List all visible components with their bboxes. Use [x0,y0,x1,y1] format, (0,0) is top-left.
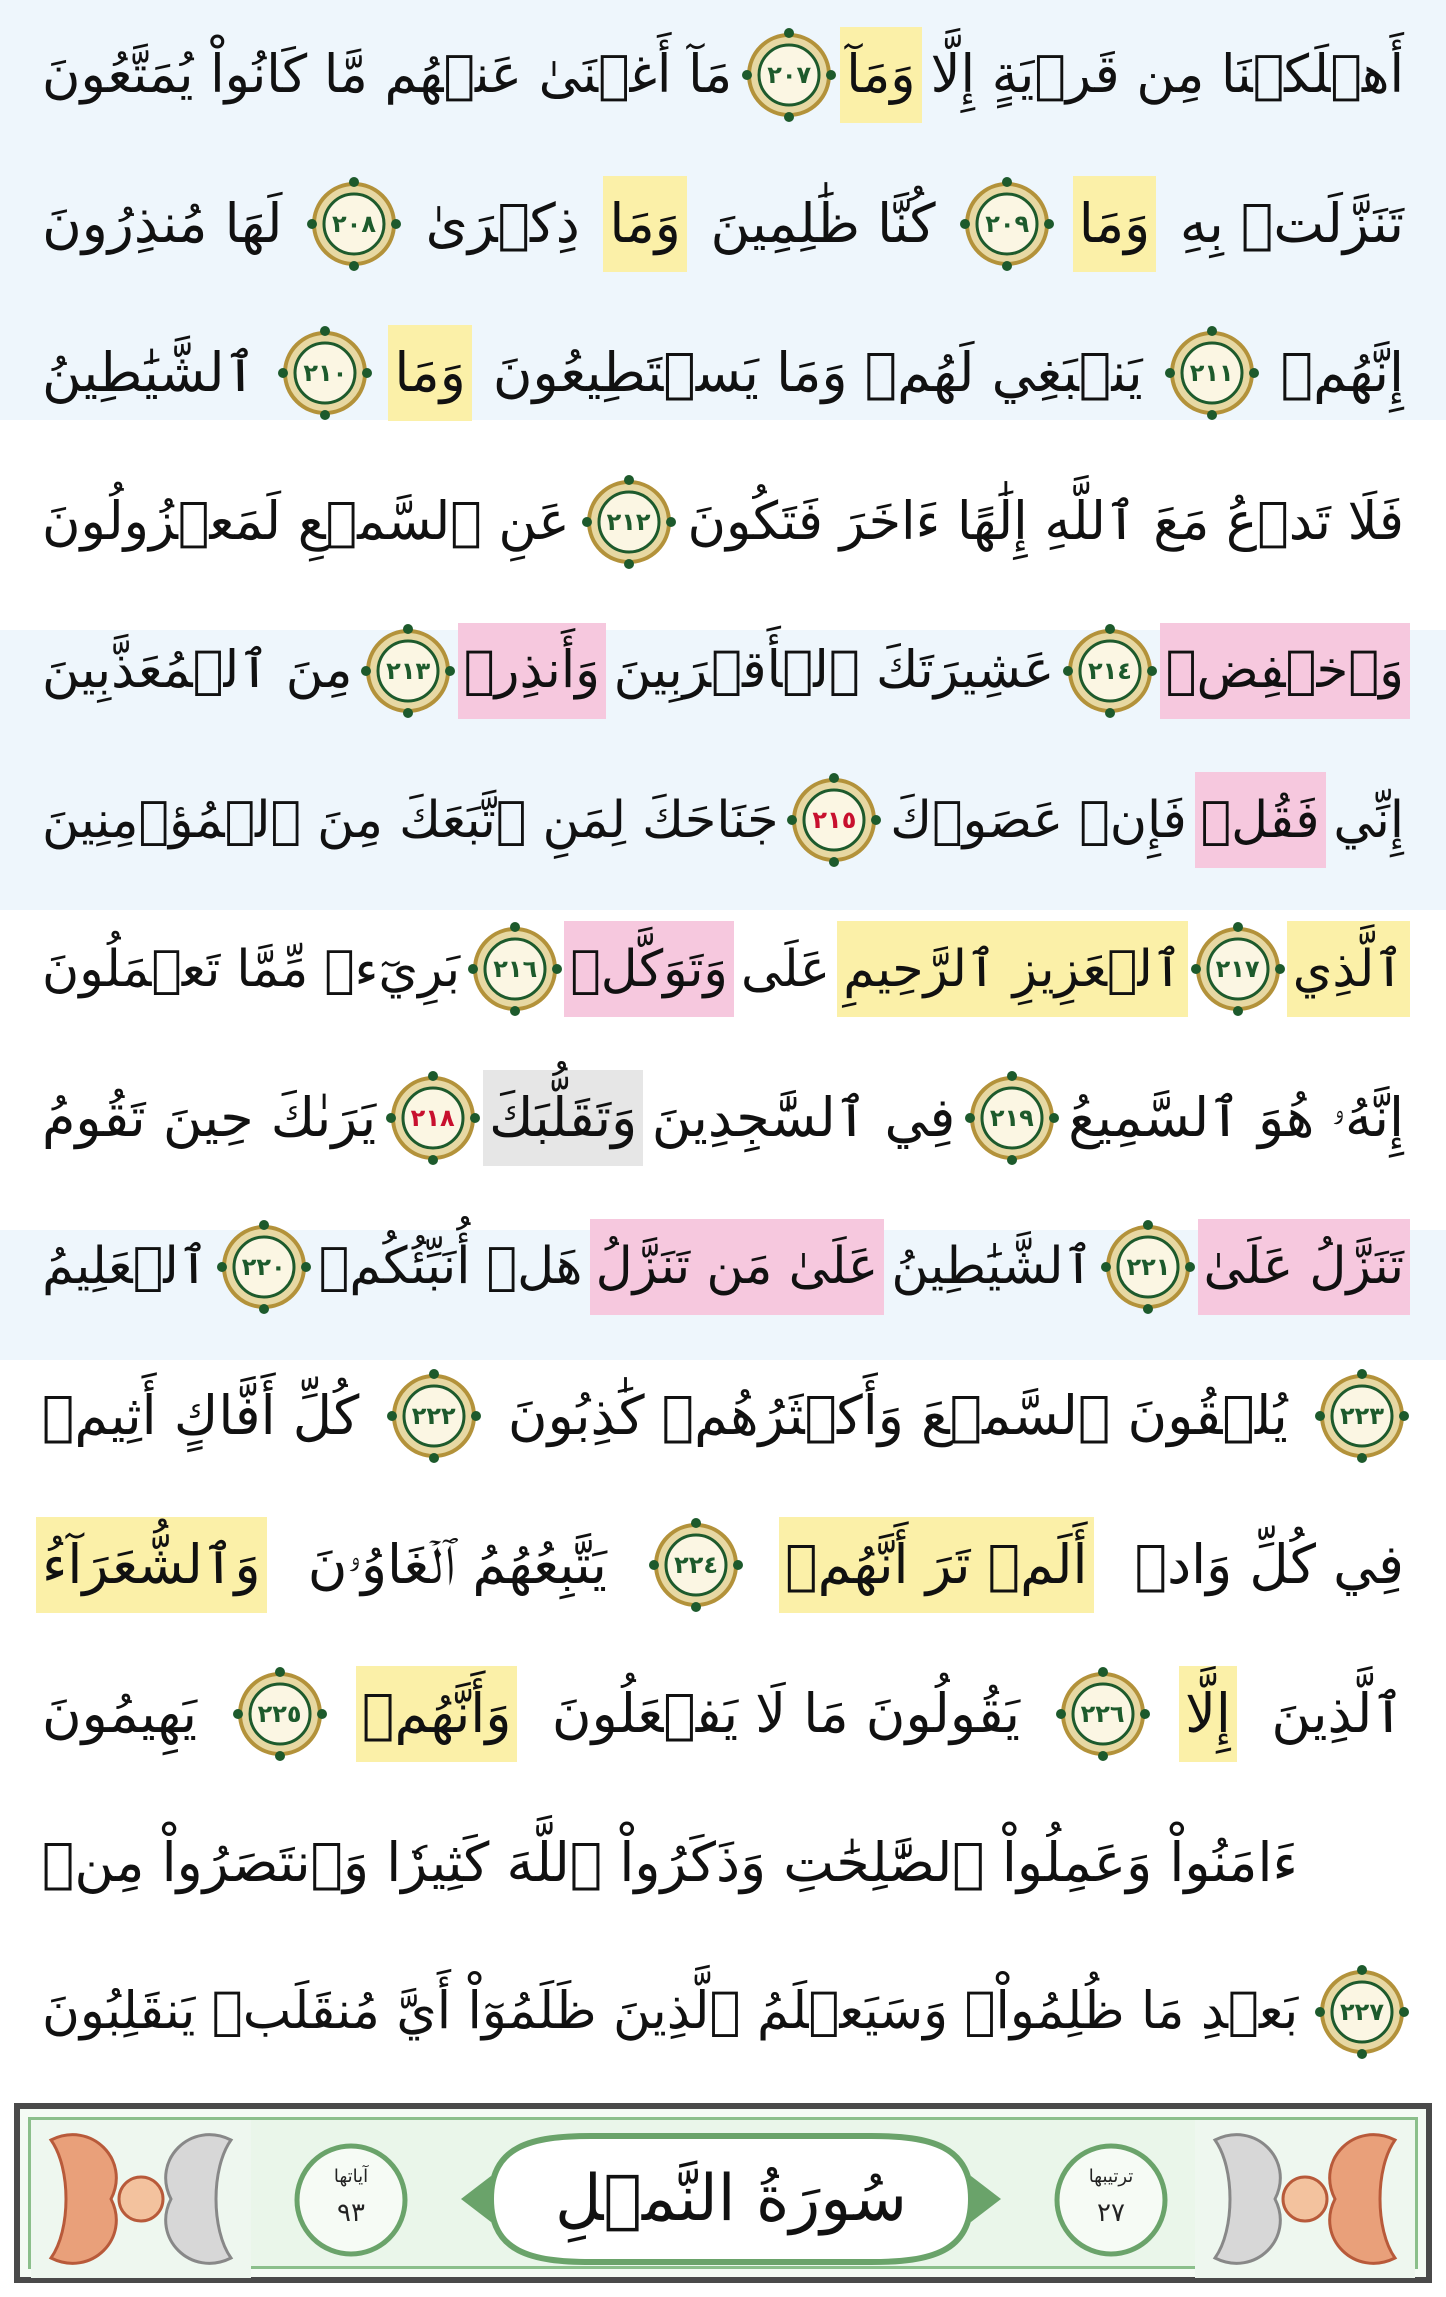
verse-line [36,1210,1410,1324]
verse-line [36,465,1410,579]
ayah-number: ٢٢٥ [257,1700,302,1728]
ayah-number: ٢١٨ [410,1104,455,1132]
verse-line [36,1359,1410,1473]
verse-line [36,1061,1410,1175]
verse-text: تَنَزَّلَتۡ بِهِ [1179,192,1404,255]
verse-text: مَآ أَغۡنَىٰ عَنۡهُم مَّا كَانُواْ يُمَتَّعُونَ [42,43,733,105]
highlighted-word: ٱلَّذِي [1287,921,1410,1017]
ayah-end-marker-icon [648,1517,744,1613]
ayah-number: ٢٢٣ [1340,1402,1384,1430]
ayah-end-marker-icon [1055,1666,1151,1762]
verse-text: عَلَى [740,938,831,998]
ayah-number: ٢٢٤ [674,1551,719,1579]
verse-text: ٱلشَّيَٰطِينُ [891,1236,1094,1296]
verse-text: هَلۡ أُنَبِّئُكُمۡ [318,1236,583,1296]
ayah-number: ٢٠٩ [985,210,1030,238]
ayah-number: ٢٠٨ [332,210,376,238]
verse-text: فَإِنۡ عَصَوۡكَ [890,789,1187,849]
highlighted-word: وَأَنَّهُمۡ [356,1666,517,1762]
highlighted-word: أَلَمۡ تَرَ أَنَّهُمۡ [779,1517,1093,1613]
verse-text: ٱلۡعَلِيمُ [42,1236,209,1296]
surah-header-inner [28,2117,1418,2269]
ayah-end-marker-icon [277,325,373,421]
ayah-end-marker-icon [964,1070,1060,1166]
verse-text: ٱلَّذِينَ [1271,1682,1404,1745]
surah-header-frame [14,2103,1432,2283]
ayah-number: ٢١٣ [386,657,431,685]
highlighted-word: وَٱخۡفِضۡ [1160,623,1410,719]
verse-line [36,1955,1410,2069]
verse-text: عَشِيرَتَكَ ٱلۡأَقۡرَبِينَ [613,640,1055,701]
verse-text: فِي كُلِّ وَادٖ [1134,1533,1404,1596]
ayah-number: ٢٠٧ [767,61,812,89]
left-ornament-icon [31,2120,251,2278]
ayah-number: ٢١١ [1189,359,1234,387]
verse-line [36,316,1410,430]
highlighted-word: وَأَنذِرۡ [458,623,606,719]
verse-text: عَنِ ٱلسَّمۡعِ لَمَعۡزُولُونَ [42,490,570,552]
ayah-number: ٢١٠ [303,359,348,387]
verse-text: ذِكۡرَىٰ [425,192,580,255]
verse-line [36,18,1410,132]
ayah-number: ٢١٢ [606,508,651,536]
ayah-number: ٢٢٠ [241,1253,286,1281]
highlighted-word: إِلَّا [1179,1666,1237,1762]
ayah-end-marker-icon [467,921,563,1017]
verse-text: جَنَاحَكَ لِمَنِ ٱتَّبَعَكَ مِنَ ٱلۡمُؤۡمِنِينَ [42,789,779,849]
verse-text: فِي ٱلسَّٰجِدِينَ [651,1086,956,1149]
highlighted-word: وَمَا [388,325,471,421]
verse-text: بَرِيٓءٞ مِّمَّا تَعۡمَلُونَ [42,938,461,998]
highlighted-word: ٱلۡعَزِيزِ ٱلرَّحِيمِ [837,921,1188,1017]
ayah-number: ٢٢٧ [1340,1998,1384,2026]
ayah-number: ٢٢٢ [411,1402,456,1430]
ayah-end-marker-icon [1164,325,1260,421]
ayat-label: آياتها [333,2166,369,2187]
ayah-end-marker-icon [1190,921,1286,1017]
ayah-end-marker-icon [385,1070,481,1166]
verse-text: كُلِّ أَفَّاكٍ أَثِيمٖ [42,1384,360,1447]
ayah-end-marker-icon [1100,1219,1196,1315]
order-value: ٢٧ [1097,2198,1125,2228]
ayah-number: ٢١٤ [1087,657,1132,685]
highlighted-word: وَٱلشُّعَرَآءُ [36,1517,267,1613]
highlighted-word: وَتَوَكَّلۡ [564,921,734,1017]
ayah-end-marker-icon [1314,1368,1410,1464]
verse-line [36,614,1410,728]
highlighted-word: وَمَا [1073,176,1156,272]
right-ornament-icon [1195,2120,1415,2278]
ayah-end-marker-icon [360,623,456,719]
verse-text: يُلۡقُونَ ٱلسَّمۡعَ وَأَكۡثَرُهُمۡ كَٰذِبُونَ [507,1384,1288,1447]
verse-text: يَقُولُونَ مَا لَا يَفۡعَلُونَ [551,1682,1021,1745]
verse-text: يَهِيمُونَ [42,1682,198,1745]
ayah-end-marker-icon [581,474,677,570]
ayah-end-marker-icon [741,27,837,123]
order-label: ترتيبها [1088,2166,1134,2187]
ayah-end-marker-icon [1062,623,1158,719]
verse-line [36,763,1410,877]
highlighted-word: فَقُلۡ [1195,772,1326,868]
ayah-number: ٢١٥ [812,806,857,834]
highlighted-word: وَتَقَلُّبَكَ [483,1070,643,1166]
ayat-value: ٩٣ [337,2198,365,2228]
verse-text: يَنۢبَغِي لَهُمۡ وَمَا يَسۡتَطِيعُونَ [492,341,1143,404]
verse-text: كُنَّا ظَٰلِمِينَ [710,192,936,255]
verse-text: بَعۡدِ مَا ظُلِمُواْۗ وَسَيَعۡلَمُ ٱلَّذِينَ ظَلَمُوٓاْ أَيَّ مُنقَلَبٖ يَنقَلِبُونَ [42,1981,1299,2042]
verse-text: مِنَ ٱلۡمُعَذَّبِينَ [42,640,353,701]
surah-name: سُورَةُ النَّمۡلِ [555,2162,907,2236]
surah-name-cartouche [451,2126,1011,2272]
ayah-number: ٢١٩ [989,1104,1034,1132]
ayah-number: ٢١٧ [1215,955,1260,983]
verse-text: إِنَّهُۥ هُوَ ٱلسَّمِيعُ [1068,1086,1404,1149]
verse-text: إِنَّهُمۡ [1280,341,1404,404]
highlighted-word: تَنَزَّلُ عَلَىٰ [1198,1219,1410,1315]
ayah-end-marker-icon [959,176,1055,272]
highlighted-word: وَمَا [603,176,686,272]
verse-line [36,1806,1410,1920]
verse-text: لَهَا مُنذِرُونَ [42,192,283,255]
ayah-end-marker-icon [786,772,882,868]
ayah-end-marker-icon [232,1666,328,1762]
ayah-end-marker-icon [306,176,402,272]
ayat-count-medal [291,2140,411,2260]
ayah-end-marker-icon [386,1368,482,1464]
highlighted-word: وَمَآ [840,27,921,123]
ayah-number: ٢١٦ [493,955,538,983]
verse-text: فَلَا تَدۡعُ مَعَ ٱللَّهِ إِلَٰهًا ءَاخَرَ فَتَكُونَ [687,490,1404,552]
ayah-number: ٢٢٦ [1080,1700,1125,1728]
ayah-end-marker-icon [216,1219,312,1315]
verse-line [36,167,1410,281]
verse-text: يَرَىٰكَ حِينَ تَقُومُ [42,1086,377,1149]
verse-line [36,1657,1410,1771]
verse-text: ٱلشَّيَٰطِينُ [42,341,257,404]
verse-line [36,912,1410,1026]
ayah-number: ٢٢١ [1126,1253,1171,1281]
verse-line [36,1508,1410,1622]
order-medal [1051,2140,1171,2260]
verse-text: يَتَّبِعُهُمُ ٱلۡغَاوُۥنَ [307,1533,607,1596]
highlighted-word: عَلَىٰ مَن تَنَزَّلُ [590,1219,885,1315]
verse-text: أَهۡلَكۡنَا مِن قَرۡيَةٍ إِلَّا [930,43,1404,105]
verse-text: ءَامَنُواْ وَعَمِلُواْ ٱلصَّٰلِحَٰتِ وَذَكَرُواْ ٱللَّهَ كَثِيرٗا وَٱنتَصَرُواْ مِنۢ [42,1831,1298,1894]
ayah-end-marker-icon [1314,1964,1410,2060]
verse-text: إِنِّي [1333,789,1404,849]
